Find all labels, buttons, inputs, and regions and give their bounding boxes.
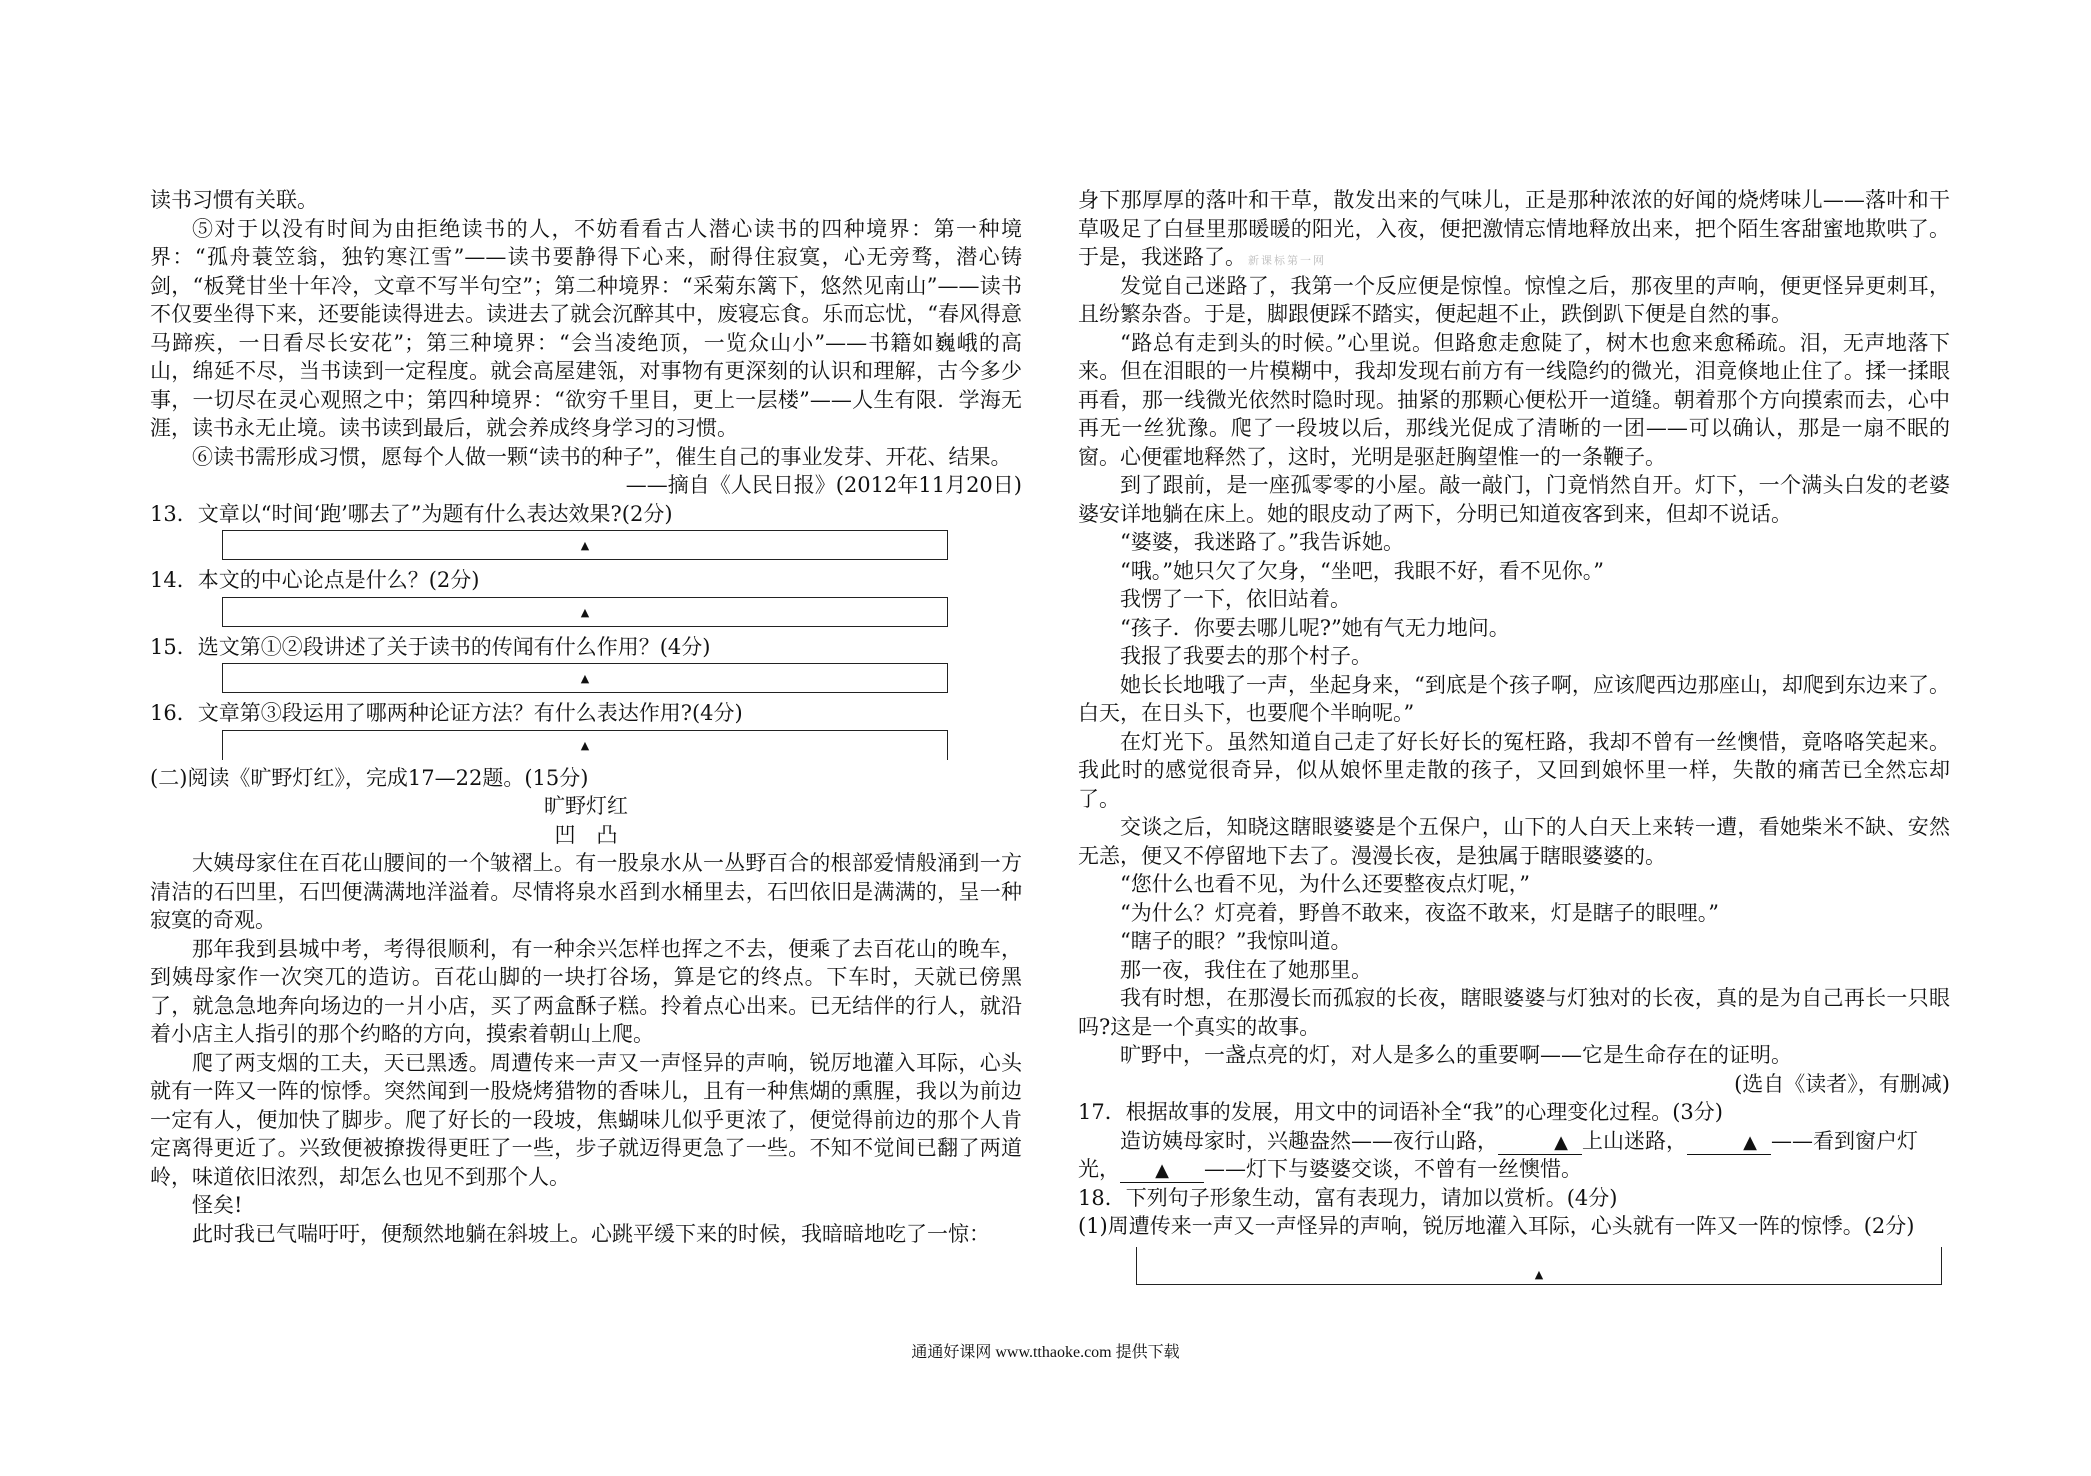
fill-blank-3[interactable]: ▲ xyxy=(1120,1160,1204,1183)
answer-marker: ▲ xyxy=(580,539,590,552)
paragraph: “路总有走到头的时候。”心里说。但路愈走愈陡了，树木也愈来愈稀疏。泪，无声地落下来。但在泪眼的一片模糊中，我却发现右前方有一线隐约的微光，泪竟倏地止住了。揉一揉眼再看，那一线微光依然时隐时现。抽紧的那颗心便松开一道缝。朝着那个方向摸索而去，心中再无一丝犹豫。爬了一段坡以后，那线光促成了清晰的一团——可以确认，那是一扇不眠的窗。心便霍地释然了，这时，光明是驱赶胸望惟一的一条鞭子。 xyxy=(1078,330,1950,469)
paragraph: 那一夜，我住在了她那里。 xyxy=(1120,957,1372,982)
paragraph: 发觉自己迷路了，我第一个反应便是惊惶。惊惶之后，那夜里的声响，便更怪异更刺耳，且纷繁杂沓。于是，脚跟便踩不踏实，便起趄不止，跌倒趴下便是自然的事。 xyxy=(1078,273,1950,326)
question-14: 14．本文的中心论点是什么？(2分) xyxy=(150,568,480,592)
paragraph: 在灯光下。虽然知道自己走了好长好长的冤枉路，我却不曾有一丝懊惜，竟咯咯笑起来。我此时的感觉很奇异，似从娘怀里走散的孩子，又回到娘怀里一样，失散的痛苦已全然忘却了。 xyxy=(1078,729,1950,811)
source-citation: (选自《读者》，有删减) xyxy=(1734,1071,1950,1096)
paragraph: 我有时想，在那漫长而孤寂的长夜，瞎眼婆婆与灯独对的长夜，真的是为自己再长一只眼吗?这是一个真实的故事。 xyxy=(1078,986,1950,1039)
answer-marker: ▲ xyxy=(580,672,590,685)
question-13: 13．文章以“时间‘跑’哪去了”为题有什么表达效果?(2分) xyxy=(150,501,673,526)
answer-box-18[interactable] xyxy=(1136,1247,1942,1285)
paragraph: “为什么？灯亮着，野兽不敢来，夜盗不敢来，灯是瞎子的眼哩。” xyxy=(1120,900,1719,925)
answer-box-16[interactable] xyxy=(222,730,948,760)
paragraph: 读书习惯有关联。 xyxy=(150,188,318,212)
story-title: 旷野灯红 xyxy=(544,794,628,818)
question-17-line xyxy=(1078,1127,1950,1156)
paragraph: “哦。”她只欠了欠身，“坐吧，我眼不好，看不见你。” xyxy=(1120,558,1604,583)
fill-blank-2[interactable]: ▲ xyxy=(1687,1132,1771,1155)
paragraph: “瞎子的眼？”我惊叫道。 xyxy=(1120,929,1352,953)
paragraph: 旷野中，一盏点亮的灯，对人是多么的重要啊——它是生命存在的证明。 xyxy=(1120,1043,1792,1067)
answer-marker: ▲ xyxy=(1534,1267,1544,1281)
source-citation: ——摘自《人民日报》(2012年11月20日) xyxy=(625,473,1022,497)
paragraph: 此时我已气喘吁吁，便颓然地躺在斜坡上。心跳平缓下来的时候，我暗暗地吃了一惊： xyxy=(192,1221,990,1246)
question-18-1: (1)周遭传来一声又一声怪异的声响，锐厉地灌入耳际，心头就有一阵又一阵的惊悸。(2分) xyxy=(1078,1214,1915,1238)
fill-blank-1[interactable]: ▲ xyxy=(1498,1132,1582,1155)
story-author: 凹 凸 xyxy=(554,822,618,847)
q17-text: 光， xyxy=(1078,1157,1120,1181)
question-17: 17．根据故事的发展，用文中的词语补全“我”的心理变化过程。(3分) xyxy=(1078,1100,1723,1124)
paragraph: ⑥读书需形成习惯，愿每个人做一颗“读书的种子”，催生自己的事业发芽、开花、结果。 xyxy=(192,444,1012,469)
paragraph: 到了跟前，是一座孤零零的小屋。敲一敲门，门竟悄然自开。灯下，一个满头白发的老婆婆安详地躺在床上。她的眼皮动了两下，分明已知道夜客到来，但却不说话。 xyxy=(1078,473,1950,526)
paragraph: 怪矣! xyxy=(192,1193,243,1217)
q17-text: ——灯下与婆婆交谈，不曾有一丝懊惜。 xyxy=(1204,1157,1582,1181)
answer-box-14[interactable] xyxy=(222,597,948,627)
paragraph: 大姨母家住在百花山腰间的一个皱褶上。有一股泉水从一丛野百合的根部爱情般涌到一方清洁的石凹里，石凹便满满地洋溢着。尽情将泉水舀到水桶里去，石凹依旧是满满的，呈一种寂寞的奇观。 xyxy=(150,851,1022,932)
right-column xyxy=(1078,186,1950,1285)
answer-box-13[interactable] xyxy=(222,530,948,560)
question-18: 18．下列句子形象生动，富有表现力，请加以赏析。(4分) xyxy=(1078,1185,1618,1210)
paragraph: “婆婆，我迷路了。”我告诉她。 xyxy=(1120,530,1404,554)
footer-credit: 通通好课网 www.tthaoke.com 提供下载 xyxy=(911,1344,1180,1361)
question-15: 15．选文第①②段讲述了关于读书的传闻有什么作用？(4分) xyxy=(150,634,711,659)
paragraph: 交谈之后，知晓这瞎眼婆婆是个五保户，山下的人白天上来转一遭，看她柴米不缺、安然无恙，便又不停留地下去了。漫漫长夜，是独属于瞎眼婆婆的。 xyxy=(1078,815,1950,868)
q17-text: 造访姨母家时，兴趣盎然——夜行山路， xyxy=(1120,1128,1498,1153)
paragraph: 她长长地哦了一声，坐起身来，“到底是个孩子啊，应该爬西边那座山，却爬到东边来了。白天，在日头下，也要爬个半晌呢。” xyxy=(1078,672,1950,725)
paragraph: ⑤对于以没有时间为由拒绝读书的人，不妨看看古人潜心读书的四种境界：第一种境界：“孤舟蓑笠翁，独钓寒江雪”——读书要静得下心来，耐得住寂寞，心无旁骛，潜心铸剑，“板凳甘坐十年冷，文章不写半句空”；第二种境界：“采菊东篱下，悠然见南山”——读书不仅要坐得下来，还要能读得进去。读进去了就会沉醉其中，废寝忘食。乐而忘忧，“春风得意马蹄疾，一日看尽长安花”；第三种境界：“会当凌绝顶，一览众山小”——书籍如巍峨的高山，绵延不尽，当书读到一定程度。就会高屋建瓴，对事物有更深刻的认识和理解，古今多少事，一切尽在灵心观照之中；第四种境界：“欲穷千里目，更上一层楼”——人生有限．学海无涯，读书永无止境。读书读到最后，就会养成终身学习的习惯。 xyxy=(150,216,1022,440)
watermark: 新课标第一网 xyxy=(1248,254,1326,267)
paragraph: “您什么也看不见，为什么还要整夜点灯呢，” xyxy=(1120,872,1530,896)
paragraph: “孩子．你要去哪儿呢?”她有气无力地问。 xyxy=(1120,615,1510,640)
answer-box-15[interactable] xyxy=(222,663,948,693)
answer-marker: ▲ xyxy=(580,738,590,752)
paragraph: 那年我到县城中考，考得很顺利，有一种余兴怎样也挥之不去，便乘了去百花山的晚车，到姨母家作一次突兀的造访。百花山脚的一块打谷场，算是它的终点。下车时，天就已傍黑了，就急急地奔向场边的一爿小店，买了两盒酥子糕。拎着点心出来。已无结伴的行人，就沿着小店主人指引的那个约略的方向，摸索着朝山上爬。 xyxy=(150,936,1022,1046)
question-17-line xyxy=(1078,1155,1950,1184)
paragraph: 我报了我要去的那个村子。 xyxy=(1120,644,1372,668)
paragraph: 爬了两支烟的工夫，天已黑透。周遭传来一声又一声怪异的声响，锐厉地灌入耳际，心头就有一阵又一阵的惊悸。突然闻到一股烧烤猎物的香味儿，且有一种焦煳的熏腥，我以为前边一定有人，便加快了脚步。爬了好长的一段坡，焦蝴味儿似乎更浓了，便觉得前边的那个人肯定离得更近了。兴致便被撩拨得更旺了一些，步子就迈得更急了一些。不知不觉间已翻了两道岭，味道依旧浓烈，却怎么也见不到那个人。 xyxy=(150,1050,1022,1189)
q17-text: ——看到窗户灯 xyxy=(1771,1128,1918,1153)
section-heading: (二)阅读《旷野灯红》，完成17—22题。(15分) xyxy=(150,765,589,790)
paragraph: 身下那厚厚的落叶和干草，散发出来的气味儿，正是那种浓浓的好闻的烧烤味儿——落叶和干草吸足了白昼里那暖暖的阳光，入夜，便把激情忘情地释放出来，把个陌生客甜蜜地欺哄了。于是，我迷路了。 xyxy=(1078,188,1950,269)
question-16: 16．文章第③段运用了哪两种论证方法？有什么表达作用?(4分) xyxy=(150,701,743,725)
paragraph: 我愣了一下，依旧站着。 xyxy=(1120,587,1351,611)
answer-marker: ▲ xyxy=(580,605,590,619)
q17-text: 上山迷路， xyxy=(1582,1128,1687,1153)
left-column xyxy=(150,186,1022,1248)
